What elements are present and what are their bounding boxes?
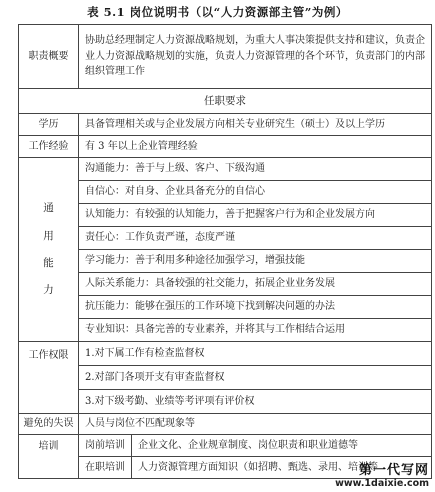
authority-item: 2.对部门各项开支有审查监督权 xyxy=(79,366,432,390)
authority-label: 工作权限 xyxy=(19,342,79,414)
table-caption: 表 5.1 岗位说明书（以“人力资源部主管”为例） xyxy=(87,5,348,19)
watermark xyxy=(335,459,429,489)
overview-row xyxy=(19,25,432,89)
ability-label-char: 力 xyxy=(43,284,54,297)
overview-label: 职责概要 xyxy=(19,25,79,89)
training-text: 企业文化、企业规章制度、岗位职责和职业道德等 xyxy=(132,435,432,457)
ability-row xyxy=(19,158,432,181)
requirements-title: 任职要求 xyxy=(19,89,432,114)
general-ability-label xyxy=(19,158,79,342)
education-text: 具备管理相关或与企业发展方向相关专业研究生（硕士）及以上学历 xyxy=(79,114,432,136)
overview-text: 协助总经理制定人力资源战略规划，为重大人事决策提供支持和建议，负责企业人力资源战略规划的实施，负责人力资源管理的各个环节，负责部门的内部组织管理工作 xyxy=(79,25,432,89)
training-label: 培训 xyxy=(19,435,79,479)
ability-row xyxy=(19,319,432,342)
experience-text: 有 3 年以上企业管理经验 xyxy=(79,136,432,158)
training-type: 在职培训 xyxy=(79,457,132,479)
ability-item: 自信心：对自身、企业具备充分的自信心 xyxy=(79,181,432,204)
avoid-text: 人员与岗位不匹配现象等 xyxy=(79,414,432,435)
training-type: 岗前培训 xyxy=(79,435,132,457)
ability-row xyxy=(19,296,432,319)
education-row xyxy=(19,114,432,136)
watermark-url: www.1daixie.com xyxy=(335,478,429,489)
ability-row xyxy=(19,273,432,296)
ability-row xyxy=(19,227,432,250)
authority-row xyxy=(19,366,432,390)
authority-item: 1.对下属工作有检查监督权 xyxy=(79,342,432,366)
watermark-name: 第一代写网 xyxy=(358,463,429,478)
training-row xyxy=(19,435,432,457)
ability-item: 责任心：工作负责严谨，态度严谨 xyxy=(79,227,432,250)
ability-row xyxy=(19,204,432,227)
ability-item: 学习能力：善于利用多种途径加强学习，增强技能 xyxy=(79,250,432,273)
authority-row xyxy=(19,390,432,414)
experience-row xyxy=(19,136,432,158)
authority-row xyxy=(19,342,432,366)
avoid-label: 避免的失误 xyxy=(19,414,79,435)
job-description-table xyxy=(18,24,432,479)
ability-item: 人际关系能力：具备较强的社交能力，拓展企业业务发展 xyxy=(79,273,432,296)
ability-item: 沟通能力：善于与上级、客户、下级沟通 xyxy=(79,158,432,181)
experience-label: 工作经验 xyxy=(19,136,79,158)
ability-label-char: 能 xyxy=(43,257,54,269)
ability-item: 专业知识：具备完善的专业素养，并将其与工作相结合运用 xyxy=(79,319,432,342)
education-label: 学历 xyxy=(19,114,79,136)
authority-item: 3.对下级考勤、业绩等考评项有评价权 xyxy=(79,390,432,414)
requirements-header-row xyxy=(19,89,432,114)
training-text: 人力资源管理方面知识（如招聘、甄选、录用、培训等 xyxy=(132,457,432,479)
ability-label-char: 用 xyxy=(43,229,54,242)
ability-row xyxy=(19,181,432,204)
avoid-row xyxy=(19,414,432,435)
ability-row xyxy=(19,250,432,273)
ability-item: 认知能力：有较强的认知能力，善于把握客户行为和企业发展方向 xyxy=(79,204,432,227)
ability-item: 抗压能力：能够在强压的工作环境下找到解决问题的办法 xyxy=(79,296,432,319)
ability-label-char: 通 xyxy=(43,202,54,215)
